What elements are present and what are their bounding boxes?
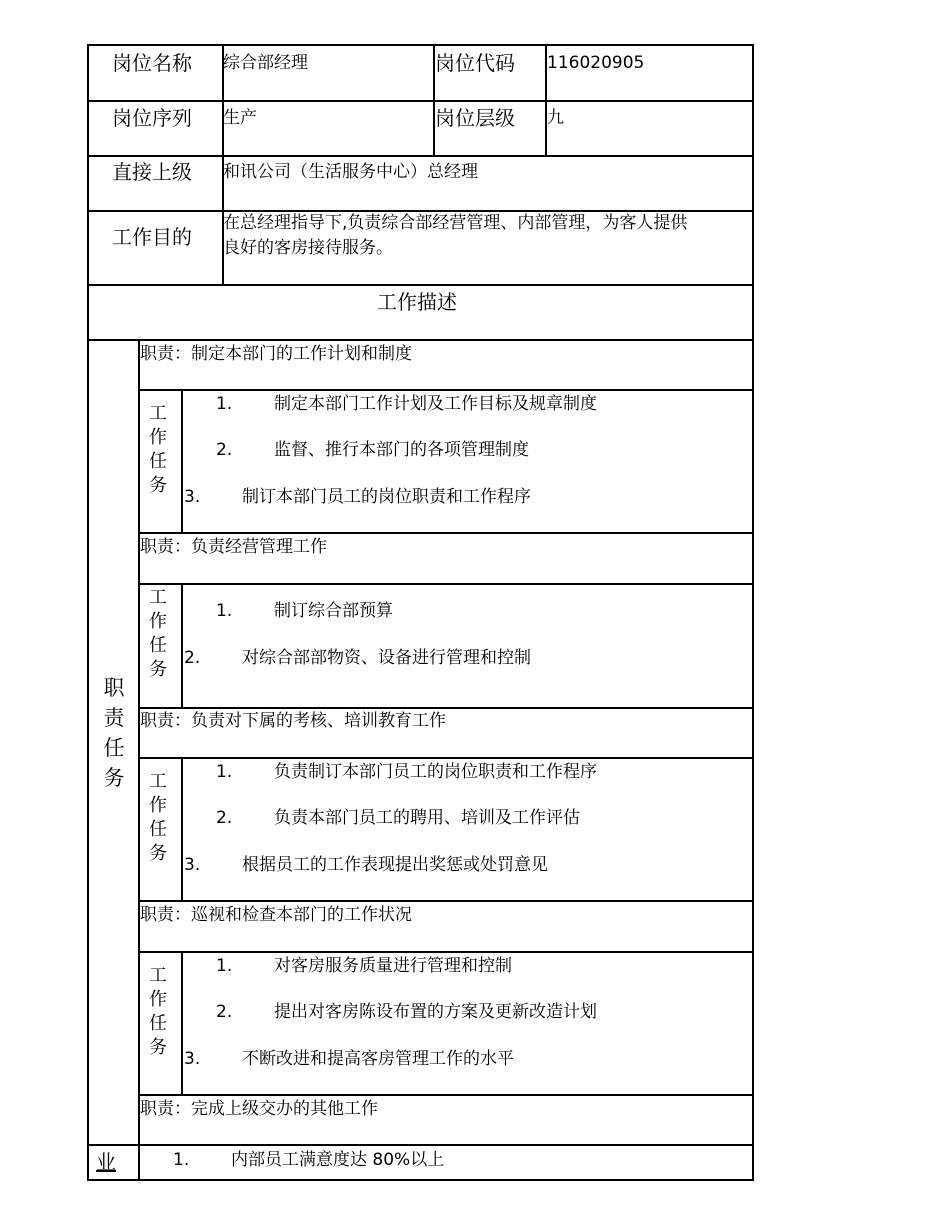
row-divider xyxy=(87,339,754,341)
task-number: 3. xyxy=(184,487,201,507)
task-item: 不断改进和提高客房管理工作的水平 xyxy=(242,1049,514,1069)
task-side-label: 工作任务 xyxy=(149,587,167,680)
row-divider xyxy=(138,900,754,902)
row-divider xyxy=(138,532,754,534)
task-item: 根据员工的工作表现提出奖惩或处罚意见 xyxy=(242,855,548,875)
table-border-top xyxy=(87,44,754,46)
col-divider xyxy=(181,389,183,533)
row-divider xyxy=(87,100,754,102)
position-code-value: 116020905 xyxy=(547,53,645,73)
row-divider xyxy=(138,951,754,953)
task-number: 2. xyxy=(216,808,233,828)
position-name-value: 综合部经理 xyxy=(223,53,308,73)
section-title: 工作描述 xyxy=(377,290,457,314)
position-name-label: 岗位名称 xyxy=(112,51,192,75)
task-number: 2. xyxy=(216,440,233,460)
task-item: 提出对客房陈设布置的方案及更新改造计划 xyxy=(274,1002,597,1022)
task-item: 对综合部部物资、设备进行管理和控制 xyxy=(242,648,531,668)
row-divider xyxy=(87,155,754,157)
col-divider xyxy=(181,583,183,708)
row-divider xyxy=(138,1094,754,1096)
row-divider xyxy=(87,1144,754,1146)
task-side-label: 工作任务 xyxy=(149,403,167,496)
col-divider xyxy=(181,951,183,1095)
task-number: 2. xyxy=(184,648,201,668)
table-border-right xyxy=(752,44,754,1181)
task-number: 3. xyxy=(184,855,201,875)
task-number: 1. xyxy=(216,394,233,414)
task-number: 1. xyxy=(216,762,233,782)
purpose-value-line2: 良好的客房接待服务。 xyxy=(223,238,393,258)
task-item: 制定本部门工作计划及工作目标及规章制度 xyxy=(274,394,597,414)
row-divider xyxy=(87,210,754,212)
level-label: 岗位层级 xyxy=(435,106,515,130)
table-border-bottom xyxy=(87,1179,754,1181)
task-item: 制订本部门员工的岗位职责和工作程序 xyxy=(242,487,531,507)
task-side-label: 工作任务 xyxy=(149,965,167,1058)
task-number: 1. xyxy=(216,601,233,621)
sequence-value: 生产 xyxy=(223,108,257,128)
position-code-label: 岗位代码 xyxy=(435,51,515,75)
sequence-label: 岗位序列 xyxy=(112,106,192,130)
duty-title: 职责：负责经营管理工作 xyxy=(140,537,327,557)
task-item: 负责本部门员工的聘用、培训及工作评估 xyxy=(274,808,580,828)
row-divider xyxy=(138,757,754,759)
task-number: 1. xyxy=(216,956,233,976)
task-number: 3. xyxy=(184,1049,201,1069)
task-number: 2. xyxy=(216,1002,233,1022)
purpose-value-line1: 在总经理指导下,负责综合部经营管理、内部管理，为客人提供 xyxy=(223,213,688,233)
row-divider xyxy=(138,583,754,585)
col-divider xyxy=(181,757,183,901)
task-item: 制订综合部预算 xyxy=(274,601,393,621)
kpi-item: 内部员工满意度达 80%以上 xyxy=(231,1150,445,1170)
duty-title: 职责：制定本部门的工作计划和制度 xyxy=(140,344,412,364)
duty-title: 职责：巡视和检查本部门的工作状况 xyxy=(140,905,412,925)
superior-value: 和讯公司（生活服务中心）总经理 xyxy=(223,162,478,182)
row-divider xyxy=(138,707,754,709)
task-side-label: 工作任务 xyxy=(149,771,167,864)
row-divider xyxy=(87,284,754,286)
superior-label: 直接上级 xyxy=(112,160,192,184)
duty-title: 职责：负责对下属的考核、培训教育工作 xyxy=(140,711,446,731)
task-item: 监督、推行本部门的各项管理制度 xyxy=(274,440,529,460)
duty-title: 职责：完成上级交办的其他工作 xyxy=(140,1099,378,1119)
kpi-number: 1. xyxy=(173,1150,190,1170)
purpose-label: 工作目的 xyxy=(112,225,192,249)
duty-side-label: 职责任务 xyxy=(103,676,125,790)
task-item: 负责制订本部门员工的岗位职责和工作程序 xyxy=(274,762,597,782)
kpi-side-label: 业 xyxy=(96,1150,116,1174)
level-value: 九 xyxy=(547,108,564,128)
col-divider xyxy=(138,339,140,1181)
row-divider xyxy=(138,389,754,391)
table-border-left xyxy=(87,44,89,1181)
task-item: 对客房服务质量进行管理和控制 xyxy=(274,956,512,976)
